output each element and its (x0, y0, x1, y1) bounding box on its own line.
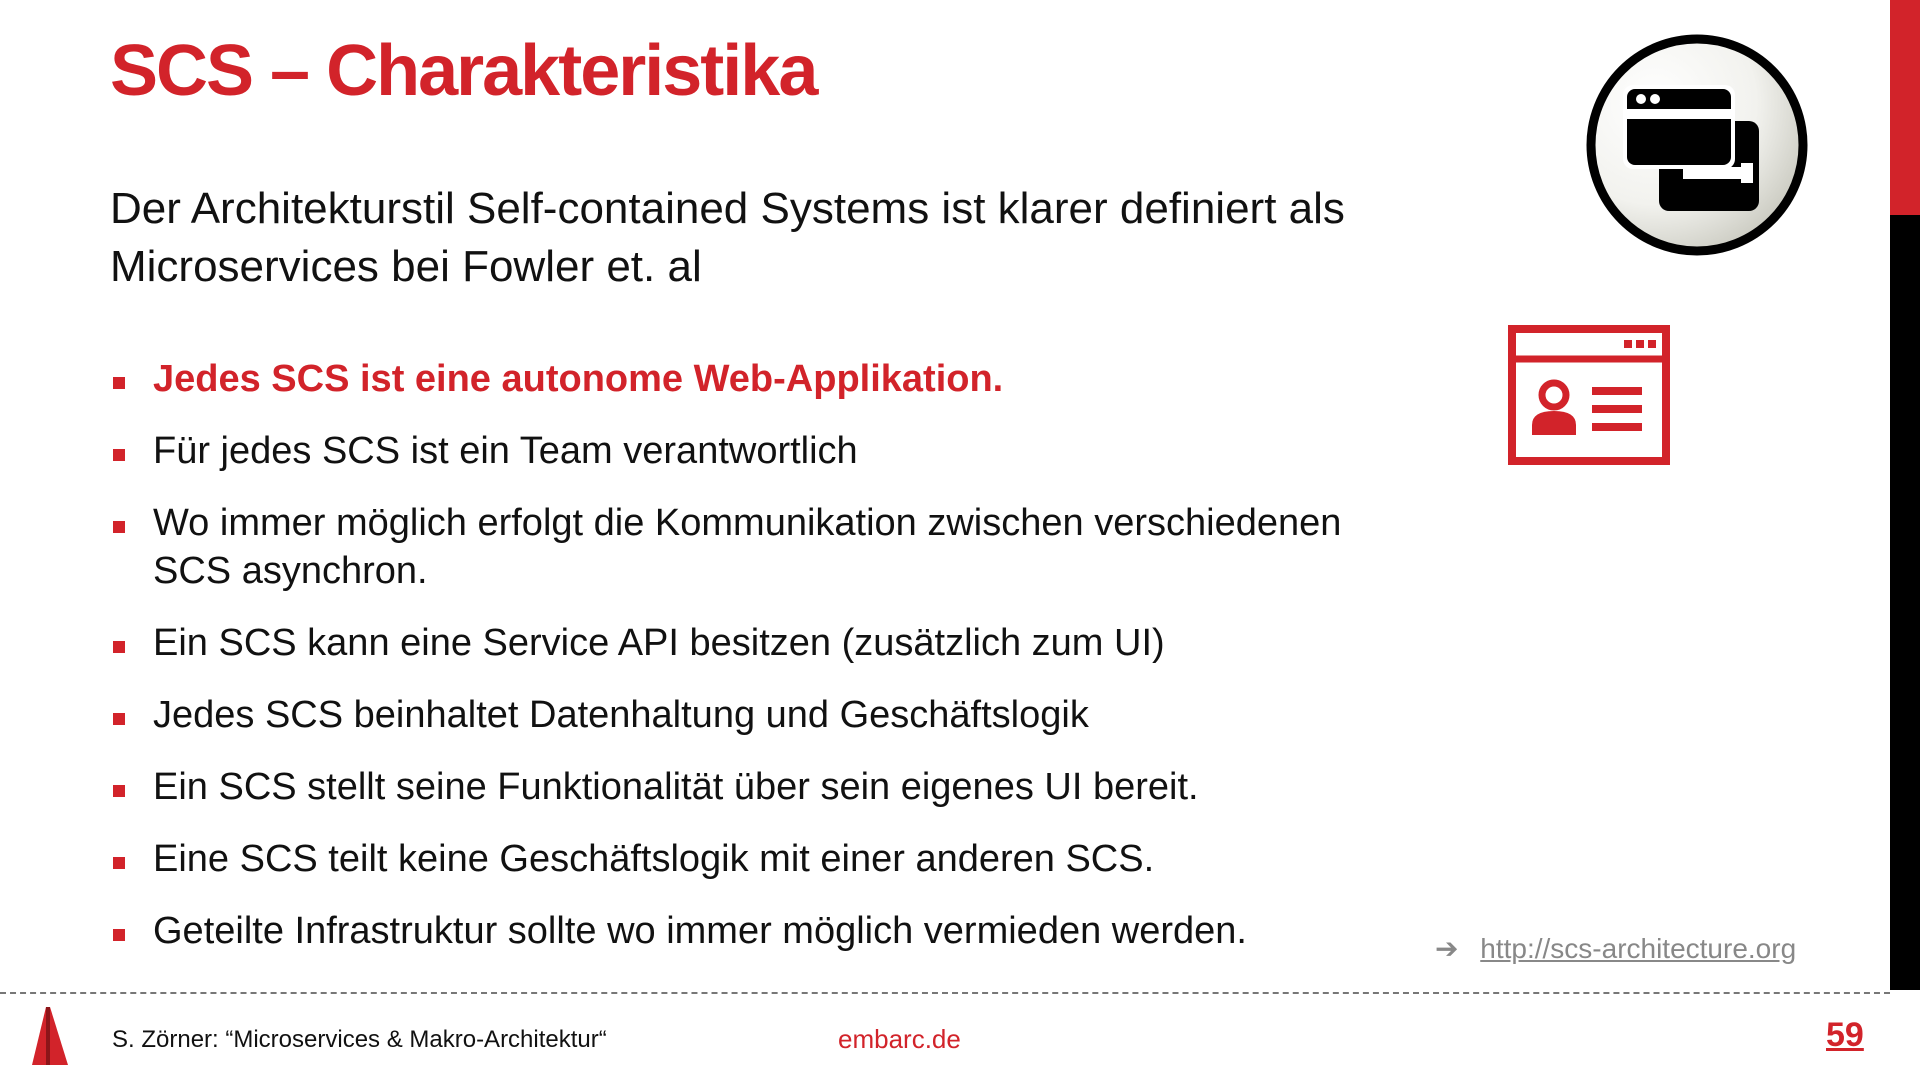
bullet-item (110, 907, 1410, 955)
bullet-text: Ein SCS stellt seine Funktionalität über sein eigenes UI bereit. (153, 766, 1199, 808)
user-profile-window-icon (1508, 325, 1670, 465)
embarc-sail-logo (30, 1005, 70, 1067)
bullet-marker-icon (113, 785, 125, 797)
bullet-text: Wo immer möglich erfolgt die Kommunikation zwischen verschiedenen SCS asynchron. (153, 502, 1342, 592)
bullet-marker-icon (113, 521, 125, 533)
bullet-list (110, 355, 1410, 979)
bullet-text: Eine SCS teilt keine Geschäftslogik mit einer anderen SCS. (153, 838, 1155, 880)
bullet-marker-icon (113, 449, 125, 461)
reference-link-row (1435, 932, 1796, 965)
bullet-item (110, 835, 1410, 883)
slide-subtitle: Der Architekturstil Self-contained Systems ist klarer definiert als Microservices bei Fowler et. al (110, 184, 1345, 291)
browser-windows-circle-icon (1585, 33, 1809, 257)
footer-author-talk: S. Zörner: “Microservices & Makro-Architektur“ (112, 1026, 607, 1053)
right-accent-bar-red (1890, 0, 1920, 215)
footer-website[interactable]: embarc.de (838, 1024, 961, 1054)
right-accent-bar-black (1890, 215, 1920, 990)
bullet-item (110, 427, 1410, 475)
arrow-right-icon: ➔ (1435, 933, 1459, 964)
bullet-item (110, 499, 1410, 595)
bullet-item (110, 355, 1410, 403)
slide-title: SCS – Charakteristika (110, 31, 817, 111)
bullet-text: Jedes SCS ist eine autonome Web-Applikation. (153, 358, 1004, 400)
bullet-marker-icon (113, 641, 125, 653)
scs-architecture-link[interactable]: http://scs-architecture.org (1480, 933, 1797, 964)
bullet-marker-icon (113, 377, 125, 389)
bullet-text: Geteilte Infrastruktur sollte wo immer möglich vermieden werden. (153, 910, 1247, 952)
bullet-text: Jedes SCS beinhaltet Datenhaltung und Geschäftslogik (153, 694, 1089, 736)
footer-divider (0, 992, 1890, 994)
page-number: 59 (1826, 1016, 1864, 1054)
bullet-marker-icon (113, 857, 125, 869)
bullet-item (110, 763, 1410, 811)
bullet-marker-icon (113, 929, 125, 941)
bullet-text: Für jedes SCS ist ein Team verantwortlich (153, 430, 858, 472)
bullet-item (110, 691, 1410, 739)
bullet-item (110, 619, 1410, 667)
bullet-text: Ein SCS kann eine Service API besitzen (zusätzlich zum UI) (153, 622, 1165, 664)
bullet-marker-icon (113, 713, 125, 725)
